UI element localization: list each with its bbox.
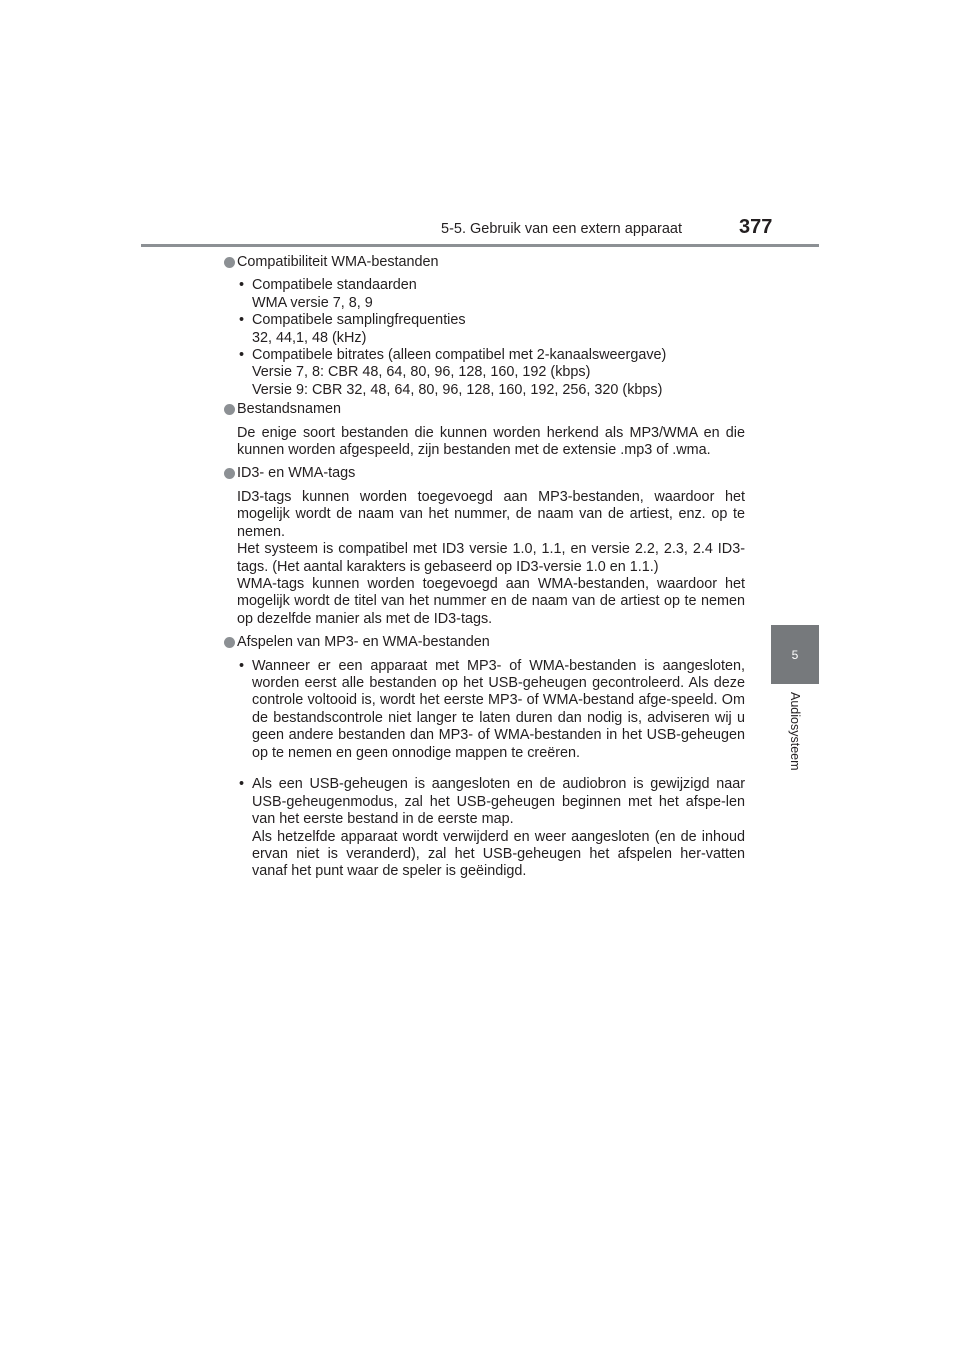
chapter-number: 5	[791, 647, 799, 662]
sub-list	[237, 277, 745, 399]
sub-item-detail: WMA versie 7, 8, 9	[252, 294, 373, 311]
bullet-icon	[224, 257, 235, 268]
sub-item	[239, 347, 745, 399]
sub-item-title: Compatibele samplingfrequenties	[252, 312, 466, 329]
section-title: 5-5. Gebruik van een extern apparaat	[441, 221, 683, 237]
item-title: Afspelen van MP3- en WMA-bestanden	[237, 634, 490, 651]
dot-icon: •	[239, 657, 245, 674]
list-item	[224, 634, 745, 881]
list-item	[224, 254, 745, 399]
bullet-icon	[224, 637, 235, 648]
paragraph: De enige soort bestanden die kunnen worden herkend als MP3/WMA en die kunnen worden afgespeeld, zijn bestanden met de extensie .mp3 of .wma.	[237, 424, 745, 459]
item-body	[237, 425, 745, 460]
sub-item	[239, 658, 745, 762]
item-title: Bestandsnamen	[237, 401, 342, 418]
list-item	[224, 401, 745, 459]
dot-icon: •	[239, 277, 245, 294]
sub-item-detail: 32, 44,1, 48 (kHz)	[252, 329, 367, 346]
sub-item-text: Als hetzelfde apparaat wordt verwijderd en weer aangesloten (en de inhoud ervan niet is veranderd), zal het USB-geheugen het afspelen her-vatten vanaf het punt waar de speler is geëindigd.	[252, 828, 745, 880]
sub-item-text: Wanneer er een apparaat met MP3- of WMA-bestanden is aangesloten, worden eerst alle bestanden op het USB-geheugen gecontroleerd. Als deze controle voltooid is, wordt het eerste MP3- of WMA-bestand afge-speeld. Om de bestandscontrole niet langer te laten duren dan nodig is, adviseren wij u geen andere bestanden dan MP3- of WMA-bestanden in het USB-geheugen op te nemen en geen onnodige mappen te creëren.	[252, 657, 745, 761]
page-header	[0, 0, 960, 250]
sub-item-title: Compatibele bitrates (alleen compatibel met 2-kanaalsweergave)	[252, 347, 667, 364]
sub-item-title: Compatibele standaarden	[252, 277, 417, 294]
sub-item	[239, 776, 745, 880]
sub-item-text: Als een USB-geheugen is aangesloten en de audiobron is gewijzigd naar USB-geheugenmodus, zal het USB-geheugen beginnen met het afspe-len van het eerste bestand in de eerste map.	[252, 776, 745, 828]
sub-item-detail: Versie 9: CBR 32, 48, 64, 80, 96, 128, 160, 192, 256, 320 (kbps)	[252, 381, 663, 398]
sub-item	[239, 277, 745, 312]
bullet-icon	[224, 468, 235, 479]
header-divider	[141, 244, 819, 247]
dot-icon: •	[239, 312, 245, 329]
bullet-icon	[224, 404, 235, 415]
dot-icon: •	[239, 347, 245, 364]
item-title: Compatibiliteit WMA-bestanden	[237, 254, 439, 270]
page-content	[224, 254, 745, 881]
chapter-tab	[771, 625, 819, 684]
dot-icon: •	[239, 776, 245, 793]
paragraph: ID3-tags kunnen worden toegevoegd aan MP3-bestanden, waardoor het mogelijk wordt de naam van het nummer, de naam van de artiest, enz. op te nemen.	[237, 488, 745, 540]
chapter-label: Audiosysteem	[788, 692, 802, 771]
list-item	[224, 465, 745, 628]
page-number: 377	[739, 216, 773, 238]
sub-item-detail: Versie 7, 8: CBR 48, 64, 80, 96, 128, 160, 192 (kbps)	[252, 364, 591, 381]
item-body	[237, 489, 745, 628]
item-title: ID3- en WMA-tags	[237, 465, 356, 482]
sub-item	[239, 312, 745, 347]
sub-list	[237, 658, 745, 881]
paragraph: Het systeem is compatibel met ID3 versie 1.0, 1.1, en versie 2.2, 2.3, 2.4 ID3-tags. (Het aantal karakters is gebaseerd op ID3-versie 1.0 en 1.1.)	[237, 541, 745, 575]
paragraph: WMA-tags kunnen worden toegevoegd aan WMA-bestanden, waardoor het mogelijk wordt de titel van het nummer en de naam van de artiest op te nemen op dezelfde manier als met de ID3-tags.	[237, 575, 745, 627]
